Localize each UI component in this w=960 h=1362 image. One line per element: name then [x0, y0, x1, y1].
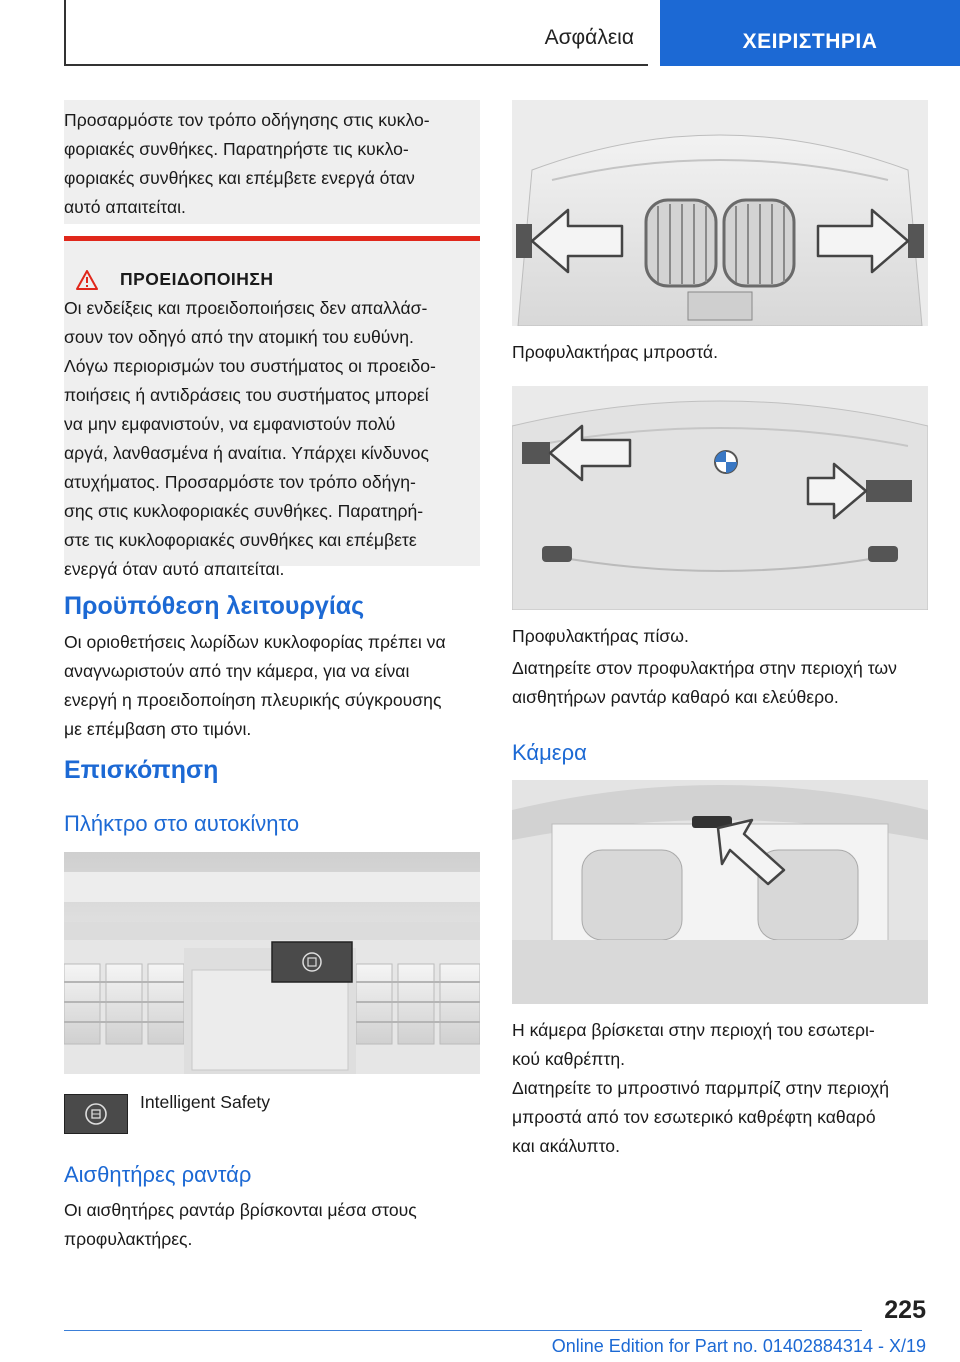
- rear-text: [512, 654, 897, 712]
- rear-bumper-illustration: [512, 386, 928, 610]
- radar-line: Οι αισθητήρες ραντάρ βρίσκονται μέσα στους: [64, 1200, 417, 1220]
- chapter-tab[interactable]: ΧΕΙΡΙΣΤΗΡΙΑ: [660, 0, 960, 66]
- note-line: Προσαρμόστε τον τρόπο οδήγησης στις κυκλο-: [64, 110, 430, 130]
- warning-line: σουν τον οδηγό από την ατομική του ευθύνη.: [64, 327, 414, 347]
- camera-line: μπροστά από τον εσωτερικό καθρέφτη καθαρό: [512, 1107, 876, 1127]
- prerequisite-line: με επέμβαση στο τιμόνι.: [64, 719, 252, 739]
- intelligent-safety-icon: [65, 1095, 127, 1133]
- interior-illustration: [512, 780, 928, 1004]
- button-label: Intelligent Safety: [140, 1092, 271, 1112]
- camera-line: Η κάμερα βρίσκεται στην περιοχή του εσωτερι-: [512, 1020, 875, 1040]
- button-subheading: Πλήκτρο στο αυτοκίνητο: [64, 811, 300, 836]
- rear-line: Διατηρείτε στον προφυλακτήρα στην περιοχή των: [512, 658, 897, 678]
- warning-line: να μην εμφανιστούν, να εμφανιστούν πολύ: [64, 414, 396, 434]
- prerequisite-heading: Προϋπόθεση λειτουργίας: [64, 592, 365, 620]
- overview-heading: Επισκόπηση: [64, 756, 219, 784]
- camera-text-2: [512, 1074, 889, 1161]
- dashboard-button-image: [64, 852, 480, 1074]
- caption-front: Προφυλακτήρας μπροστά.: [512, 342, 718, 362]
- section-title: Ασφάλεια: [544, 26, 634, 49]
- camera-interior-image: [512, 780, 928, 1004]
- note-line: φοριακές συνθήκες. Παρατηρήστε τις κυκλο-: [64, 139, 409, 159]
- warning-line: ενεργά όταν αυτό απαιτείται.: [64, 559, 285, 579]
- radar-line: προφυλακτήρες.: [64, 1229, 193, 1249]
- camera-line: κού καθρέπτη.: [512, 1049, 626, 1069]
- footer-edition: Online Edition for Part no. 01402884314 - X/19: [551, 1336, 926, 1356]
- camera-heading: Κάμερα: [512, 740, 587, 765]
- warning-line: αργά, λανθασμένα ή αναίτια. Υπάρχει κίνδυνος: [64, 443, 429, 463]
- prerequisite-text: [64, 628, 446, 744]
- warning-header: [64, 269, 470, 290]
- page-number: 225: [884, 1296, 926, 1324]
- note-line: φοριακές συνθήκες και επέμβετε ενεργά όταν: [64, 168, 415, 188]
- note-line: αυτό απαιτείται.: [64, 197, 186, 217]
- dashboard-illustration: [64, 852, 480, 1074]
- camera-text: [512, 1016, 875, 1074]
- rear-line: αισθητήρων ραντάρ καθαρό και ελεύθερο.: [512, 687, 839, 707]
- prerequisite-line: Οι οριοθετήσεις λωρίδων κυκλοφορίας πρέπει να: [64, 632, 446, 652]
- footer-rule: [64, 1330, 862, 1331]
- note-box: [64, 100, 480, 224]
- warning-title: ΠΡΟΕΙΔΟΠΟΙΗΣΗ: [120, 269, 274, 289]
- front-bumper-image: [512, 100, 928, 326]
- warning-line: ποιήσεις ή αντιδράσεις του συστήματος μπορεί: [64, 385, 429, 405]
- prerequisite-line: ενεργή η προειδοποίηση πλευρικής σύγκρουσης: [64, 690, 442, 710]
- prerequisite-line: αναγνωριστούν από την κάμερα, για να είναι: [64, 661, 410, 681]
- caption-rear: Προφυλακτήρας πίσω.: [512, 626, 689, 646]
- warning-line: Λόγω περιορισμών του συστήματος οι προειδο-: [64, 356, 436, 376]
- intelligent-safety-button[interactable]: [64, 1094, 128, 1134]
- rear-bumper-image: [512, 386, 928, 610]
- warning-line: ατυχήματος. Προσαρμόστε τον τρόπο οδήγη-: [64, 472, 416, 492]
- warning-line: στε τις κυκλοφοριακές συνθήκες και επέμβετε: [64, 530, 417, 550]
- camera-line: και ακάλυπτο.: [512, 1136, 620, 1156]
- radar-text: [64, 1196, 417, 1254]
- warning-triangle-icon: [76, 270, 98, 290]
- warning-line: Οι ενδείξεις και προειδοποιήσεις δεν απαλλάσ-: [64, 298, 428, 318]
- warning-box: [64, 236, 480, 579]
- radar-heading: Αισθητήρες ραντάρ: [64, 1162, 252, 1187]
- warning-line: σης στις κυκλοφοριακές συνθήκες. Παρατηρή-: [64, 501, 424, 521]
- header-bottom-rule: [64, 64, 648, 66]
- front-bumper-illustration: [512, 100, 928, 326]
- camera-line: Διατηρείτε το μπροστινό παρμπρίζ στην περιοχή: [512, 1078, 890, 1098]
